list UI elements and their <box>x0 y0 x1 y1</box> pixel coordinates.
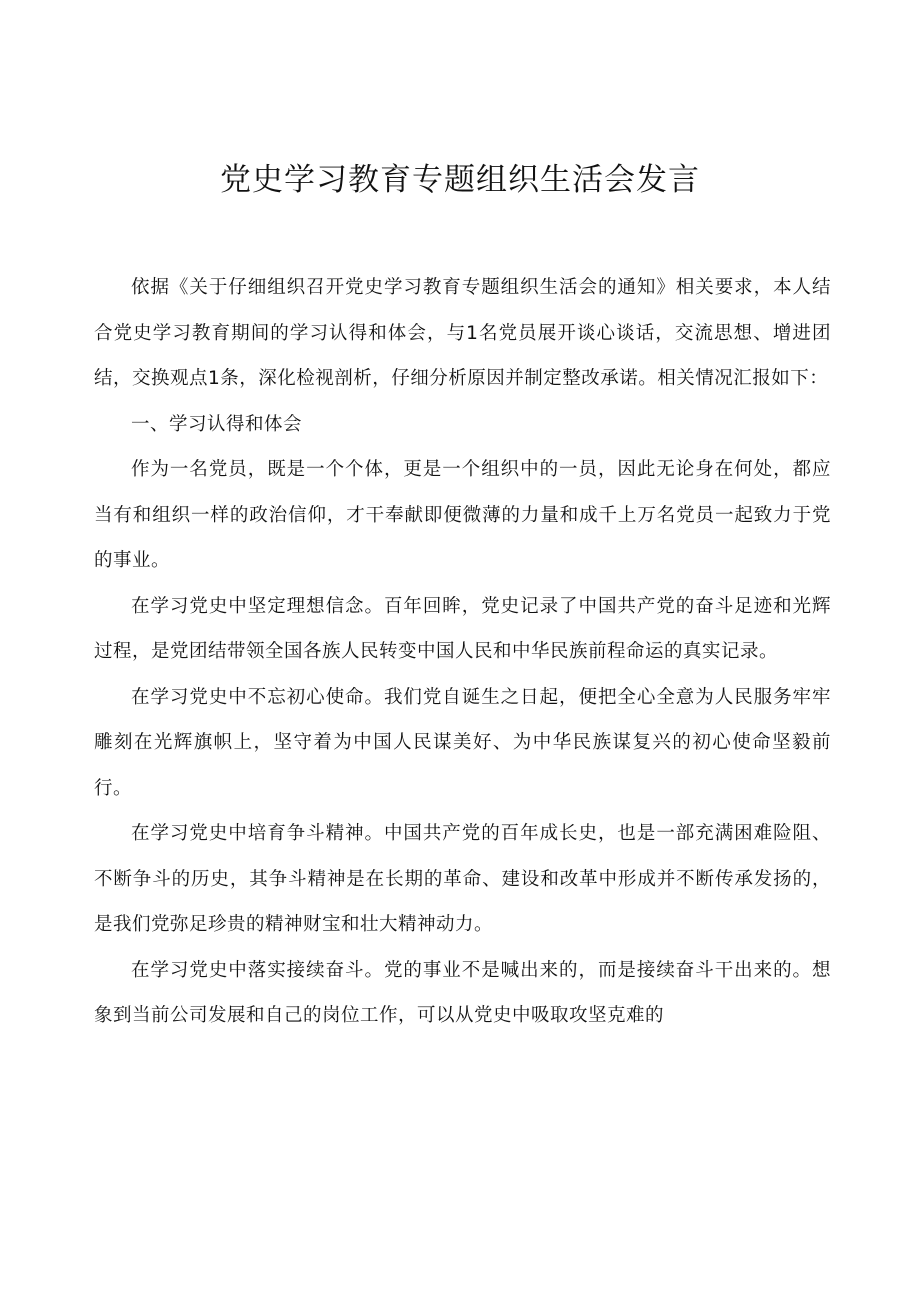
body-paragraph: 在学习党史中不忘初心使命。我们党自诞生之日起，便把全心全意为人民服务牢牢雕刻在光辉旗帜上，坚守着为中国人民谋美好、为中华民族谋复兴的初心使命坚毅前行。 <box>94 686 831 799</box>
body-paragraph: 在学习党史中落实接续奋斗。党的事业不是喊出来的，而是接续奋斗干出来的。想象到当前公司发展和自己的岗位工作，可以从党史中吸取攻坚克难的 <box>94 959 831 1026</box>
document-title: 党史学习教育专题组织生活会发言 <box>220 162 700 198</box>
intro-paragraph: 依据《关于仔细组织召开党史学习教育专题组织生活会的通知》相关要求，本人结合党史学习教育期间的学习认得和体会，与1名党员展开谈心谈话，交流思想、增进团结，交换观点1条，深化检视剖析，仔细分析原因并制定整改承诺。相关情况汇报如下： <box>94 277 831 389</box>
document-body <box>94 265 831 1039</box>
body-paragraph: 在学习党史中坚定理想信念。百年回眸，党史记录了中国共产党的奋斗足迹和光辉过程，是党团结带领全国各族人民转变中国人民和中华民族前程命运的真实记录。 <box>94 595 831 662</box>
section-heading-1: 一、学习认得和体会 <box>131 413 303 435</box>
body-paragraph: 作为一名党员，既是一个个体，更是一个组织中的一员，因此无论身在何处，都应当有和组织一样的政治信仰，才干奉献即便微薄的力量和成千上万名党员一起致力于党的事业。 <box>94 459 831 571</box>
body-paragraph: 在学习党史中培育争斗精神。中国共产党的百年成长史，也是一部充满困难险阻、不断争斗的历史，其争斗精神是在长期的革命、建设和改革中形成并不断传承发扬的，是我们党弥足珍贵的精神财宝和壮大精神动力。 <box>94 823 831 935</box>
